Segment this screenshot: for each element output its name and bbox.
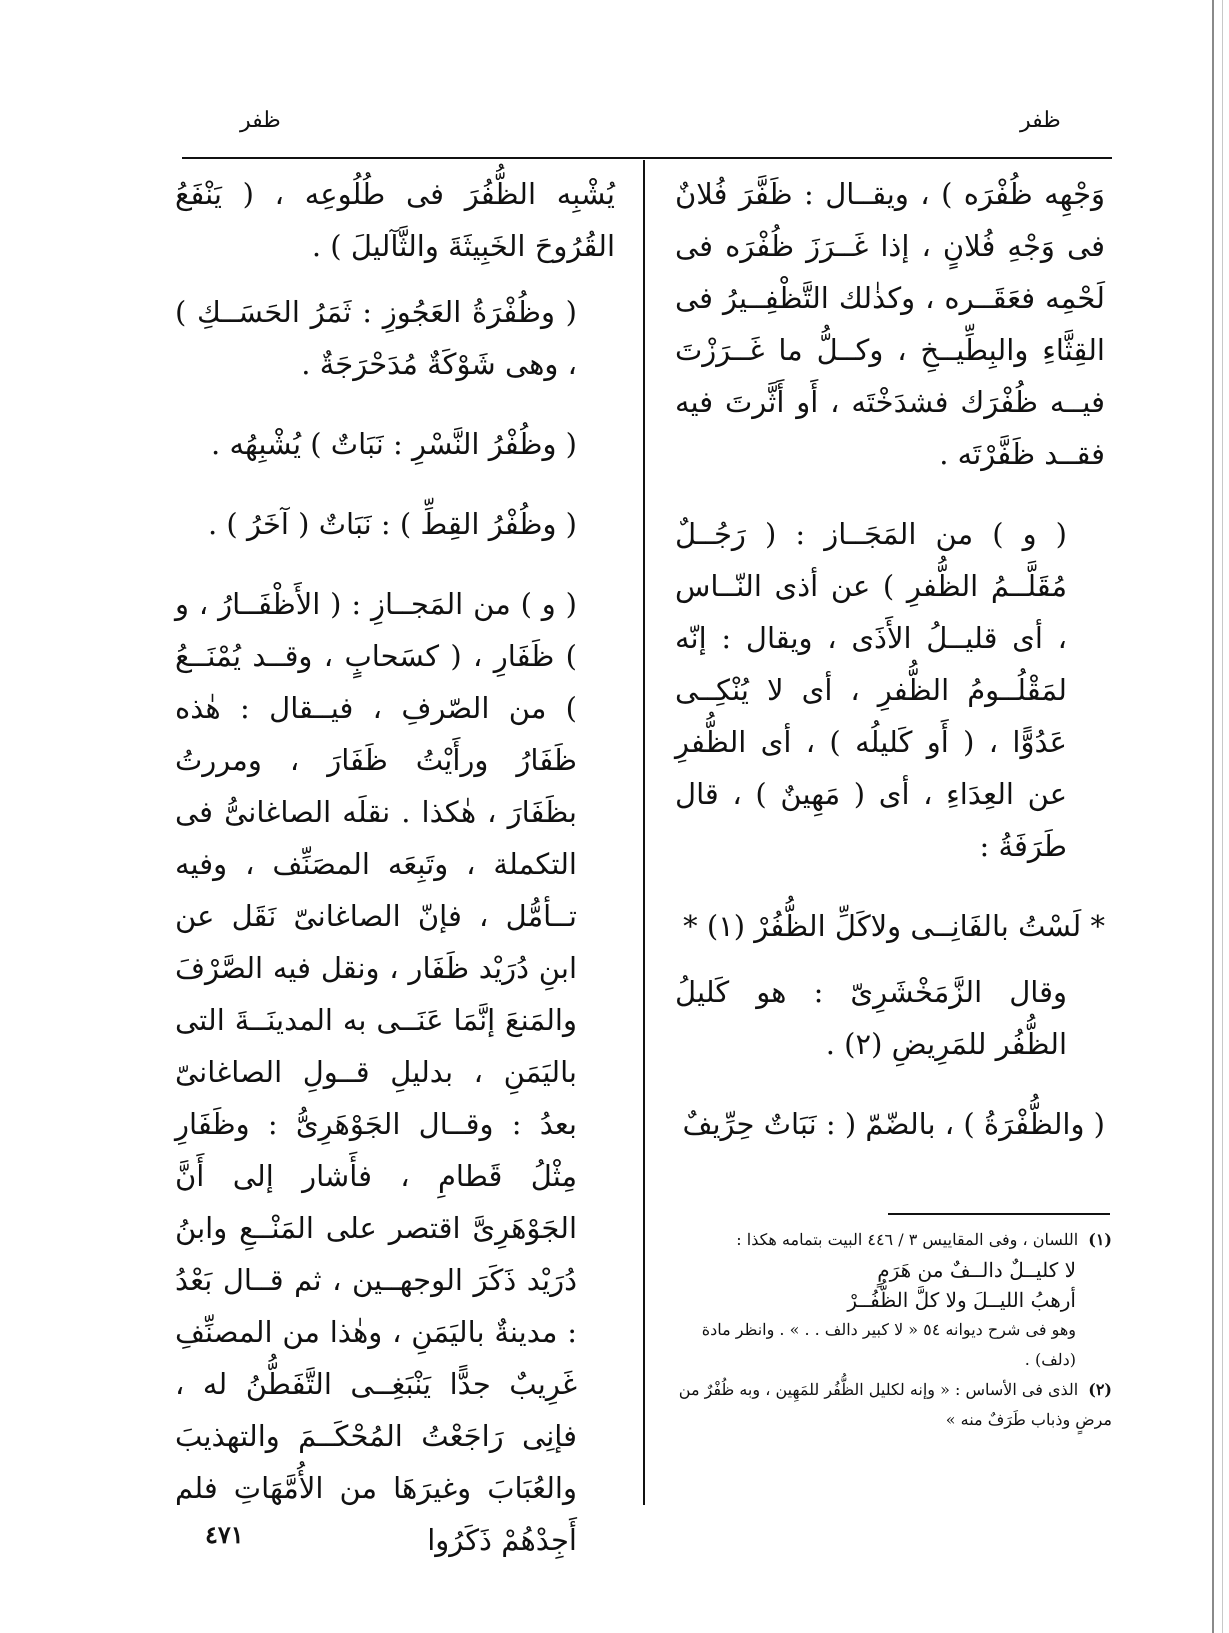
footnote-2 bbox=[675, 1375, 1112, 1435]
footnote-2-mark: (٢) bbox=[1088, 1380, 1112, 1399]
right-paragraph-3: وقال الزَّمَخْشَرِىّ : هو كَليلُ الظُّفُر للمَرِيضِ (٢) . bbox=[675, 975, 1067, 1061]
footnote-1 bbox=[675, 1225, 1112, 1255]
footnote-rule bbox=[888, 1213, 1110, 1215]
footnotes bbox=[675, 1225, 1112, 1435]
running-head-left: ظفر bbox=[240, 108, 281, 133]
column-divider bbox=[643, 160, 645, 1505]
footnote-1-verse-2: أرهبُ الليــلَ ولا كلَّ الظُّفُــرْ bbox=[847, 1288, 1076, 1312]
footnote-1-verse-1: لا كليــلٌ دالــفٌ من هَرَمٍ bbox=[877, 1258, 1076, 1282]
left-paragraph-1: يُشْبِه الظُّفُرَ فى طُلُوعِه ، ( يَنْفَعُ القُرُوحَ الخَبِيثَةَ والثَّآليلَ ) . bbox=[175, 177, 615, 263]
header-rule bbox=[182, 157, 1112, 159]
right-paragraph-4: ( والظُّفْرَةُ ) ، بالضّمّ ( : نَبَاتٌ حِرِّيفٌ bbox=[682, 1107, 1105, 1141]
right-column bbox=[675, 168, 1105, 1150]
left-paragraph-3: ( وظُفْرُ النَّسْرِ : نَبَاتٌ ) يُشْبِهُه . bbox=[211, 427, 577, 461]
footnote-2-text: الذى فى الأساس : « وإنه لكليل الظُّفُر للمَهِين ، وبه ظُفْرٌ من مرضٍ وذباب طَرَفٌ منه » bbox=[678, 1380, 1112, 1429]
scan-edge-line-secondary bbox=[1222, 0, 1223, 1633]
scan-edge-line bbox=[1212, 0, 1214, 1633]
left-paragraph-4: ( وظُفْرُ القِطِّ ) : نَبَاتٌ ( آخَرُ ) . bbox=[208, 507, 577, 541]
right-paragraph-1: وَجْهِه ظُفْرَه ) ، ويقــال : ظَفَّرَ فُلانٌ فى وَجْهِ فُلانٍ ، إذا غَــرَزَ ظُفْرَه فى لَحْمِه فعَقَــره ، وكذٰلك التَّظْفِــيرُ فى القِثَّاءِ والبِطِّيــخِ ، وكــلُّ ما غَــرَزْتَ فيــه ظُفْرَك فشدَخْتَه ، أَو أَثَّرتَ فيه فقــد ظَفَّرْتَه . bbox=[675, 177, 1105, 471]
footnote-1-rest: وهو فى شرح ديوانه ٥٤ « لا كبير دالف . . » . وانظر مادة (دلف) . bbox=[701, 1320, 1076, 1369]
running-head-right: ظفر bbox=[1020, 108, 1061, 133]
right-paragraph-2: ( و ) من المَجَــاز : ( رَجُــلٌ مُقَلَّــمُ الظُّفرِ ) عن أذى النّــاس ، أى قليــلُ الأَذَى ، ويقال : إنّه لمَقْلُــومُ الظُّفرِ ، أى لا يُنْكِــى عَدُوًّا ، ( أَو كَليلُه ) ، أى الظُّفرِ عن العِدَاءِ ، أى ( مَهِينٌ ) ، قال طَرَفَةُ : bbox=[675, 517, 1067, 863]
verse-line: * لَسْتُ بالفَانِــى ولاكَلِّ الظُّفُرْ (١) * bbox=[683, 909, 1105, 943]
left-paragraph-5: ( و ) من المَجــازِ : ( الأَظْفَــارُ ، و ) ظَفَارِ ، ( كسَحابٍ ، وقــد يُمْنَــعُ ) من الصّرفِ ، فيــقال : هٰذه ظَفَارُ ورأَيْتُ ظَفَارَ ، ومررتُ بظَفَارَ ، هٰكذا . نقلَه الصاغانىُّ فى التكملة ، وتَبِعَه المصَنِّف ، وفيه تــأمُّل ، فإنّ الصاغانىّ نَقَل عن ابنِ دُرَيْد ظَفَار ، ونقل فيه الصَّرْفَ والمَنعَ إنَّمَا عَنَــى به المدينَــةَ التى باليَمَنِ ، بدليلِ قــولِ الصاغانىّ بعدُ : وقــال الجَوْهَرِىُّ : وظَفَارِ مِثْلُ قَطامِ ، فأَشار إلى أَنَّ الجَوْهَرِىَّ اقتصر على المَنْــعِ وابنُ دُرَيْد ذَكَرَ الوجهــين ، ثم قــال بَعْدُ : مدينةٌ باليَمَنِ ، وهٰذا من المصنِّفِ غَرِيبٌ جدًّا يَنْبَغِــى التَّفَطُّنُ له ، فإنِى رَاجَعْتُ المُحْكَــمَ والتهذيبَ والعُبَابَ وغيرَهَا من الأُمَّهَاتِ فلم أَجِدْهُمْ ذَكَرُوا bbox=[175, 587, 577, 1557]
left-column bbox=[175, 168, 615, 1566]
footnote-1-intro: اللسان ، وفى المقاييس ٣ / ٤٤٦ البيت بتمامه هكذا : bbox=[736, 1230, 1079, 1249]
page-number: ٤٧١ bbox=[205, 1520, 244, 1549]
left-paragraph-2: ( وظُفْرَةُ العَجُوزِ : ثَمَرُ الحَسَــكِ ) ، وهى شَوْكَةٌ مُدَحْرَجَةٌ . bbox=[175, 295, 577, 381]
footnote-1-mark: (١) bbox=[1088, 1230, 1112, 1249]
